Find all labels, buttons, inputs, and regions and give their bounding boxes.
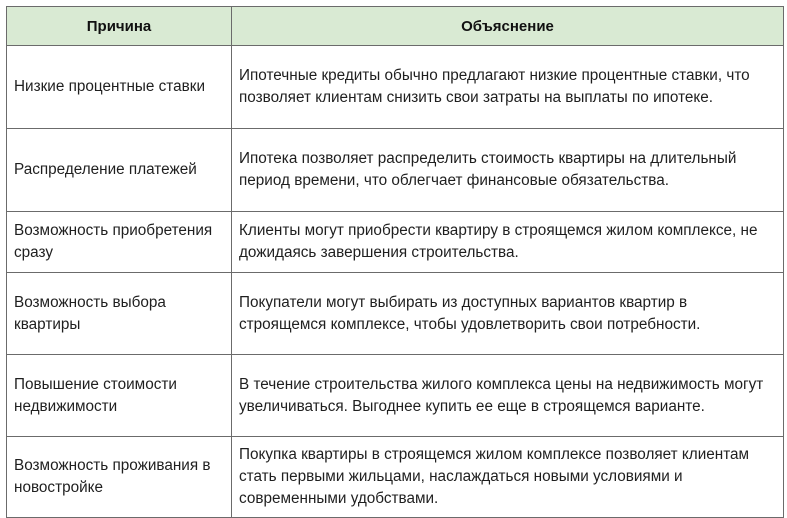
table-row [7, 212, 784, 273]
reason-cell: Повышение стоимости недвижимости [7, 355, 232, 437]
header-explanation: Объяснение [232, 7, 784, 46]
table-row [7, 129, 784, 212]
header-row [7, 7, 784, 46]
explanation-cell: В течение строительства жилого комплекса цены на недвижимость могут увеличиваться. Выгоднее купить ее еще в строящемся варианте. [232, 355, 784, 437]
table-row [7, 46, 784, 129]
explanation-cell: Ипотека позволяет распределить стоимость квартиры на длительный период времени, что облегчает финансовые обязательства. [232, 129, 784, 212]
reason-cell: Возможность приобретения сразу [7, 212, 232, 273]
explanation-cell: Клиенты могут приобрести квартиру в строящемся жилом комплексе, не дожидаясь завершения строительства. [232, 212, 784, 273]
explanation-cell: Покупка квартиры в строящемся жилом комплексе позволяет клиентам стать первыми жильцами, наслаждаться новыми условиями и современными удобствами. [232, 437, 784, 518]
reason-cell: Возможность выбора квартиры [7, 273, 232, 355]
table-row [7, 437, 784, 518]
table-row [7, 273, 784, 355]
explanation-cell: Покупатели могут выбирать из доступных вариантов квартир в строящемся комплексе, чтобы удовлетворить свои потребности. [232, 273, 784, 355]
explanation-cell: Ипотечные кредиты обычно предлагают низкие процентные ставки, что позволяет клиентам снизить свои затраты на выплаты по ипотеке. [232, 46, 784, 129]
header-reason: Причина [7, 7, 232, 46]
table-row [7, 355, 784, 437]
reason-cell: Распределение платежей [7, 129, 232, 212]
reasons-table [6, 6, 784, 518]
reason-cell: Возможность проживания в новостройке [7, 437, 232, 518]
table-container [6, 6, 783, 518]
reason-cell: Низкие процентные ставки [7, 46, 232, 129]
